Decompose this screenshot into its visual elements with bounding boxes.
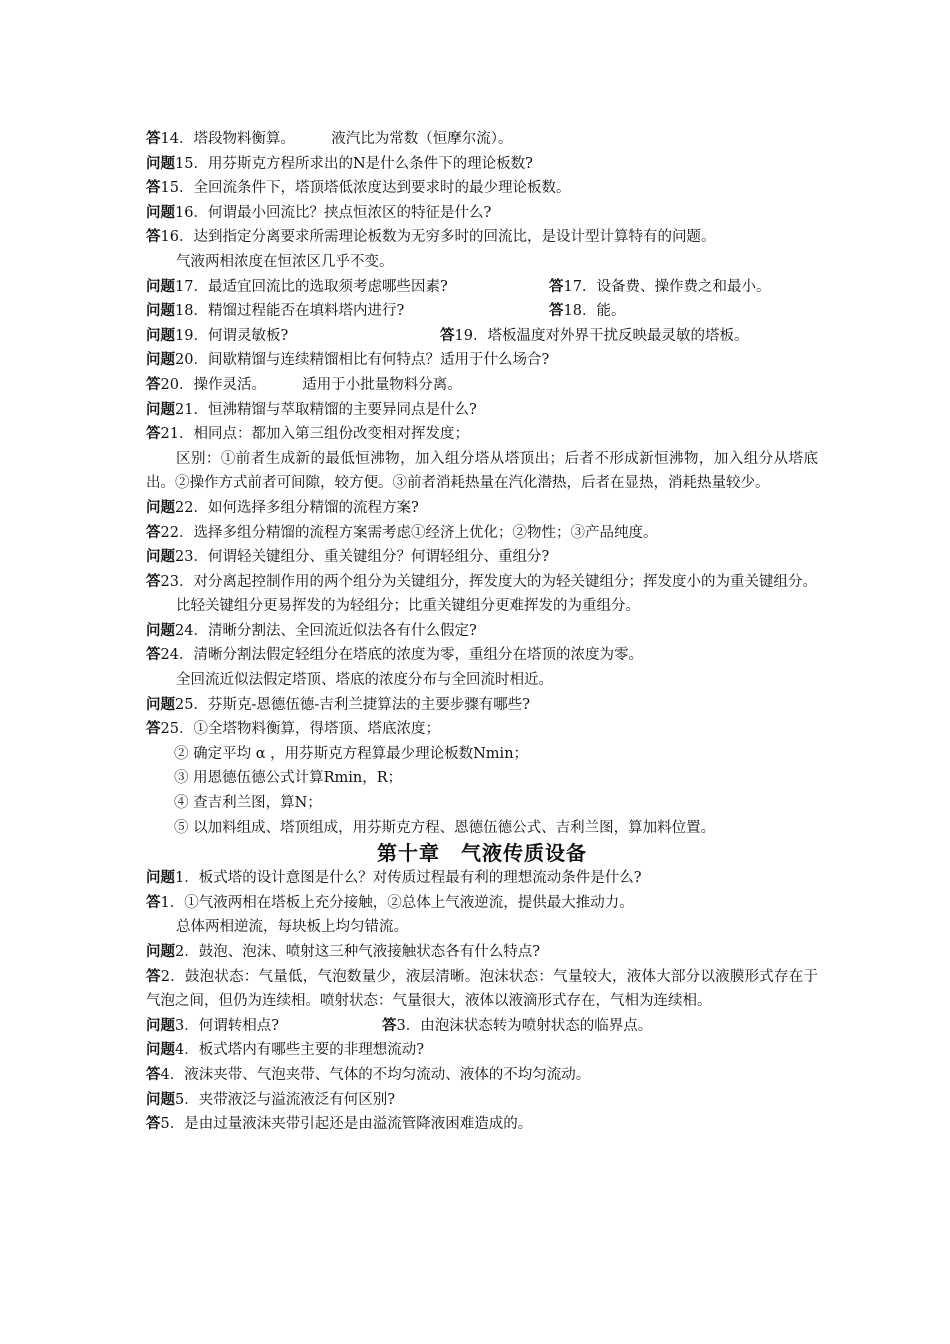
question-23: 问题23．何谓轻关键组分、重关键组分？何谓轻组分、重组分? (146, 549, 550, 566)
qa-19: 问题19．何谓灵敏板? 答19．塔板温度对外界干扰反映最灵敏的塔板。 (146, 327, 749, 344)
answer-25: 答25．①全塔物料衡算，得塔顶、塔底浓度； (146, 721, 440, 738)
question-21: 问题21．恒沸精馏与萃取精馏的主要异同点是什么? (146, 401, 477, 418)
ch10-answer-1: 答1．①气液两相在塔板上充分接触，②总体上气液逆流，提供最大推动力。 (146, 894, 634, 911)
answer-25-step-2: ② 确定平均 α ，用芬斯克方程算最少理论板数Nmin； (174, 745, 529, 762)
answer-16: 答16．达到指定分离要求所需理论板数为无穷多时的回流比，是设计型计算特有的问题。 (146, 229, 716, 246)
ch10-question-2: 问题2．鼓泡、泡沫、喷射这三种气液接触状态各有什么特点? (146, 944, 540, 960)
answer-15: 答15．全回流条件下，塔顶塔低浓度达到要求时的最少理论板数。 (146, 180, 571, 197)
answer-23-cont: 比轻关键组分更易挥发的为轻组分；比重关键组分更难挥发的为重组分。 (176, 598, 640, 615)
ch10-answer-5: 答5．是由过量液沫夹带引起还是由溢流管降液困难造成的。 (146, 1116, 533, 1133)
answer-25-step-5: ⑤ 以加料组成、塔顶组成，用芬斯克方程、恩德伍德公式、吉利兰图，算加料位置。 (174, 819, 716, 836)
qa-17: 问题17．最适宜回流比的选取须考虑哪些因素? 答17．设备费、操作费之和最小。 (146, 278, 771, 295)
answer-24: 答24．清晰分割法假定轻组分在塔底的浓度为零，重组分在塔顶的浓度为零。 (146, 647, 643, 664)
answer-14: 答14．塔段物料衡算。 液汽比为常数（恒摩尔流）。 (146, 131, 513, 147)
chapter-title: 第十章 气液传质设备 (377, 841, 587, 866)
answer-22: 答22．选择多组分精馏的流程方案需考虑①经济上优化；②物性；③产品纯度。 (146, 524, 658, 541)
question-16: 问题16．何谓最小回流比？挟点恒浓区的特征是什么? (146, 204, 492, 221)
answer-23: 答23．对分离起控制作用的两个组分为关键组分，挥发度大的为轻关键组分；挥发度小的为重关键组分。 (146, 573, 817, 590)
ch10-question-5: 问题5．夹带液泛与溢流液泛有何区别? (146, 1091, 395, 1108)
answer-20: 答20．操作灵活。 适用于小批量物料分离。 (146, 376, 462, 393)
question-22: 问题22．如何选择多组分精馏的流程方案? (146, 499, 419, 516)
ch10-question-4: 问题4．板式塔内有哪些主要的非理想流动? (146, 1042, 424, 1059)
ch10-answer-2: 答2．鼓泡状态：气量低，气泡数量少，液层清晰。泡沫状态：气量较大，液体大部分以液膜形式存在于气泡之间，但仍为连续相。喷射状态：气量很大，液体以液滴形式存在，气相为连续相。 (146, 968, 818, 1010)
question-24: 问题24．清晰分割法、全回流近似法各有什么假定? (146, 622, 477, 639)
answer-25-step-3: ③ 用恩德伍德公式计算Rmin，R； (174, 770, 403, 787)
answer-16-cont: 气液两相浓度在恒浓区几乎不变。 (176, 253, 394, 270)
ch10-qa-3: 问题3．何谓转相点? 答3．由泡沫状态转为喷射状态的临界点。 (146, 1017, 653, 1034)
question-25: 问题25．芬斯克-恩德伍德-吉利兰捷算法的主要步骤有哪些? (146, 696, 531, 713)
ch10-answer-1-cont: 总体两相逆流，每块板上均匀错流。 (176, 919, 408, 936)
question-20: 问题20．间歇精馏与连续精馏相比有何特点？适用于什么场合? (146, 352, 550, 369)
answer-21-difference: 区别：①前者生成新的最低恒沸物，加入组分塔从塔顶出；后者不形成新恒沸物，加入组分从塔底出。②操作方式前者可间隙，较方便。③前者消耗热量在汽化潜热，后者在显热，消耗热量较少。 (146, 450, 818, 492)
answer-21: 答21．相同点：都加入第三组份改变相对挥发度； (146, 426, 469, 443)
ch10-question-1: 问题1．板式塔的设计意图是什么？对传质过程最有利的理想流动条件是什么? (146, 870, 642, 887)
question-15: 问题15．用芬斯克方程所求出的N是什么条件下的理论板数? (146, 155, 533, 172)
qa-18: 问题18．精馏过程能否在填料塔内进行? 答18．能。 (146, 303, 626, 320)
document-page (146, 127, 818, 1137)
answer-24-cont: 全回流近似法假定塔顶、塔底的浓度分布与全回流时相近。 (176, 672, 553, 689)
ch10-answer-4: 答4．液沫夹带、气泡夹带、气体的不均匀流动、液体的不均匀流动。 (146, 1066, 591, 1083)
answer-25-step-4: ④ 查吉利兰图，算N； (174, 795, 322, 812)
